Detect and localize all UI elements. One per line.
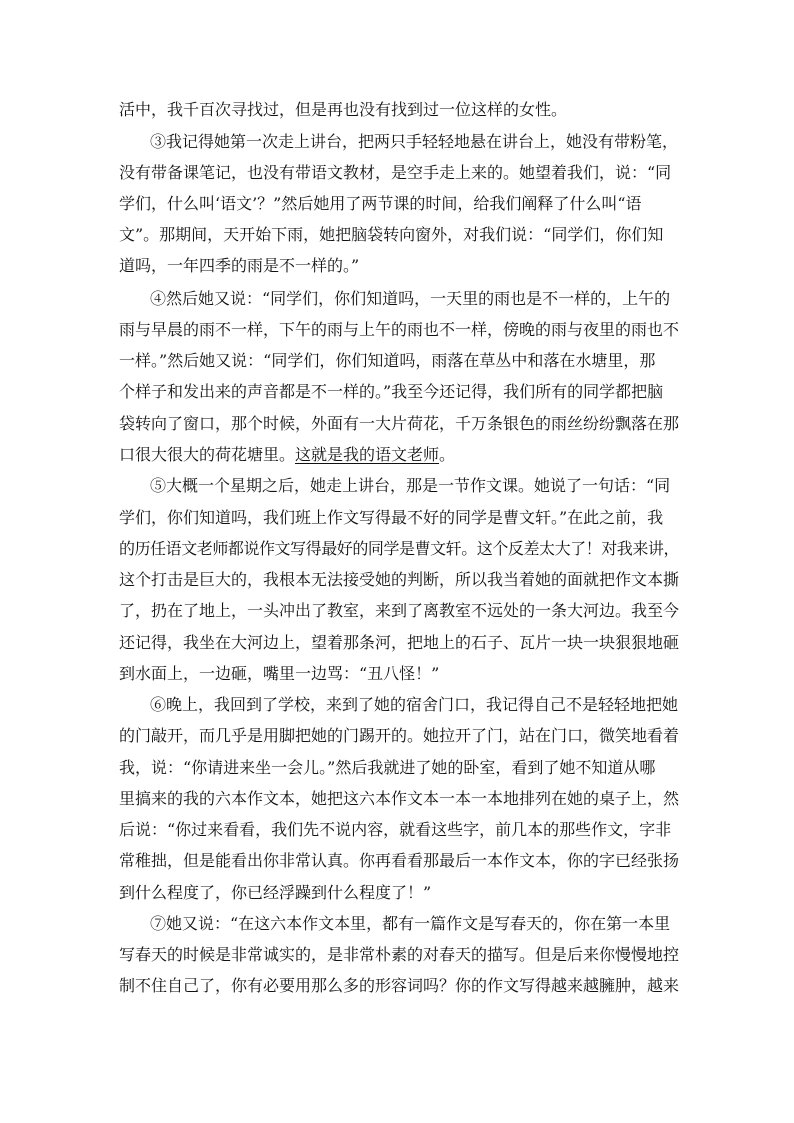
paragraph-6-line-2: 的门敲开，而几乎是用脚把她的门踢开的。她拉开了门，站在门口，微笑地看着	[119, 726, 680, 745]
paragraph-5-line-6: 还记得，我坐在大河边上，望着那条河，把地上的石子、瓦片一块一块狠狠地砸	[119, 633, 680, 652]
paragraph-5-line-5: 了，扔在了地上，一头冲出了教室，来到了离教室不远处的一条大河边。我至今	[119, 601, 680, 620]
paragraph-6-line-1: ⑥晚上，我回到了学校，来到了她的宿舍门口，我记得自己不是轻轻地把她	[150, 695, 679, 714]
paragraph-6-line-6: 常稚拙，但是能看出你非常认真。你再看看那最后一本作文本，你的字已经张扬	[119, 851, 680, 870]
paragraph-5-line-3: 的历任语文老师都说作文写得最好的同学是曹文轩。这个反差太大了！对我来讲，	[119, 539, 680, 558]
paragraph-3-line-4: 文”。那期间，天开始下雨，她把脑袋转向窗外，对我们说：“同学们，你们知	[119, 225, 664, 244]
paragraph-6-line-4: 里搞来的我的六本作文本，她把这六本作文本一本一本地排列在她的桌子上，然	[119, 789, 680, 808]
paragraph-4-line-4: 个样子和发出来的声音都是不一样的。”我至今还记得，我们所有的同学都把脑	[119, 382, 664, 401]
paragraph-4-line-3: 一样。”然后她又说：“同学们，你们知道吗，雨落在草丛中和落在水塘里，那	[119, 351, 656, 370]
sentence-period: 。	[439, 445, 456, 464]
paragraph-5-line-4: 这个打击是巨大的，我根本无法接受她的判断，所以我当着她的面就把作文本撕	[119, 570, 680, 589]
paragraph-5-line-7: 到水面上，一边砸，嘴里一边骂：“丑八怪！”	[119, 664, 440, 683]
paragraph-6-line-3: 我，说：“你请进来坐一会儿。”然后我就进了她的卧室，看到了她不知道从哪	[119, 758, 656, 777]
paragraph-3-line-2: 没有带备课笔记，也没有带语文教材，是空手走上来的。她望着我们，说：“同	[119, 163, 672, 182]
paragraph-4-line-6	[119, 440, 455, 470]
paragraph-3-line-1: ③我记得她第一次走上讲台，把两只手轻轻地悬在讲台上，她没有带粉笔，	[150, 132, 679, 151]
paragraph-4-line-5: 袋转向了窗口，那个时候，外面有一大片荷花，千万条银色的雨丝纷纷飘落在那	[119, 414, 680, 433]
paragraph-7-line-1: ⑦她又说：“在这六本作文本里，都有一篇作文是写春天的，你在第一本里	[150, 914, 671, 933]
text-line-1: 活中，我千百次寻找过，但是再也没有找到过一位这样的女性。	[119, 100, 568, 119]
paragraph-5-line-2: 学们，你们知道吗，我们班上作文写得最不好的同学是曹文轩。”在此之前，我	[119, 508, 664, 527]
paragraph-5-line-1: ⑤大概一个星期之后，她走上讲台，那是一节作文课。她说了一句话：“同	[150, 476, 671, 495]
underlined-sentence: 这就是我的语文老师	[295, 445, 440, 464]
paragraph-7-line-3: 制不住自己了，你有必要用那么多的形容词吗？你的作文写得越来越臃肿，越来	[119, 976, 680, 995]
paragraph-7-line-2: 写春天的时候是非常诚实的，是非常朴素的对春天的描写。但是后来你慢慢地控	[119, 945, 680, 964]
paragraph-6-line-7: 到什么程度了，你已经浮躁到什么程度了！”	[119, 883, 432, 902]
line-text: 口很大很大的荷花塘里。	[119, 445, 296, 464]
paragraph-6-line-5: 后说：“你过来看看，我们先不说内容，就看这些字，前几本的那些作文，字非	[119, 820, 672, 839]
paragraph-3-line-3: 学们，什么叫‘语文’？”然后她用了两节课的时间，给我们阐释了什么叫“语	[119, 194, 642, 213]
paragraph-3-line-5: 道吗，一年四季的雨是不一样的。”	[119, 256, 360, 275]
paragraph-4-line-1: ④然后她又说：“同学们，你们知道吗，一天里的雨也是不一样的，上午的	[150, 289, 671, 308]
paragraph-4-line-2: 雨与早晨的雨不一样，下午的雨与上午的雨也不一样，傍晚的雨与夜里的雨也不	[119, 320, 680, 339]
